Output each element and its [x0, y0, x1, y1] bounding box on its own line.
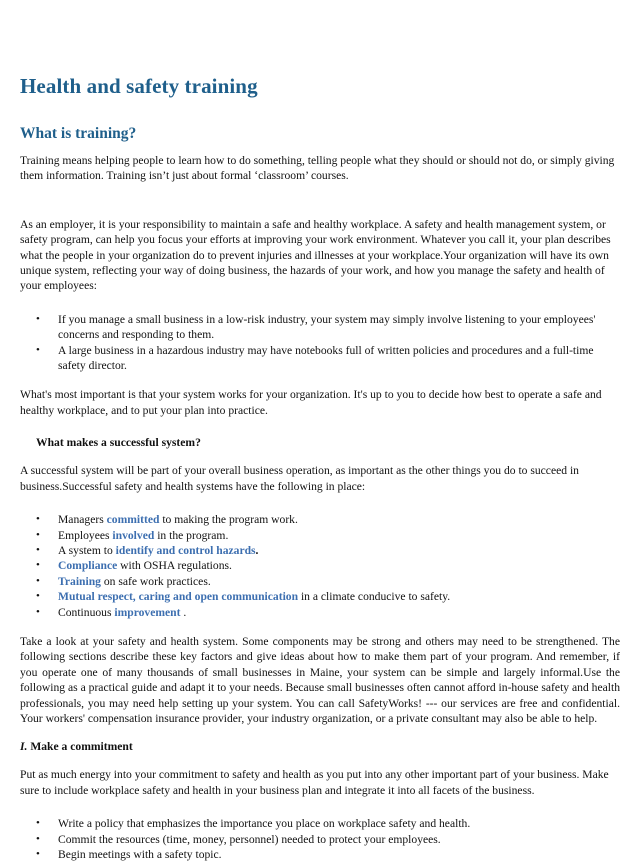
list-item: • Continuous improvement .: [58, 605, 620, 620]
training-paragraph: Training means helping people to learn how to do something, telling people what they should or should not do, or simply giving them information. Training isn’t just about formal ‘classroom’ courses.: [20, 154, 615, 183]
list-item: • Mutual respect, caring and open communication in a climate conducive to safety.: [58, 589, 620, 604]
list-item: • A system to identify and control hazards.: [58, 543, 620, 558]
list-item: • Begin meetings with a safety topic.: [58, 847, 620, 862]
list-item: • Training on safe work practices.: [58, 574, 620, 589]
list-item: • Managers committed to making the program work.: [58, 512, 620, 527]
employer-bullet-list: [20, 312, 620, 374]
page-title: Health and safety training: [20, 74, 258, 98]
commitment-bullet-list: [20, 816, 620, 862]
subheading-successful-system: What makes a successful system?: [36, 436, 201, 450]
take-a-look-paragraph: Take a look at your safety and health system. Some components may be strong and others may need to be strengthened. The following sections describe these key factors and give ideas about how to make them part of your program. And remember, if you operate one of many thousands of small businesses in Maine, your system can be simple and largely informal.Use the following as a practical guide and adapt it to your needs. Because small businesses often cannot afford in-house safety and health professionals, you may need help setting up your system. You can call SafetyWorks! --- our services are free and confidential. Your workers' compensation insurance provider, your industry organization, or a private consultant may also be able to help.: [20, 634, 620, 725]
important-paragraph: What's most important is that your system works for your organization. It's up to you to decide how best to operate a safe and healthy workplace, and to put your plan into practice.: [20, 388, 602, 417]
commitment-paragraph: Put as much energy into your commitment to safety and health as you put into any other important part of your business. Make sure to include workplace safety and health in your business plan and integrate it into all facets of the business.: [20, 768, 609, 797]
list-item: • Employees involved in the program.: [58, 528, 620, 543]
list-item: • Commit the resources (time, money, personnel) needed to protect your employees.: [58, 832, 620, 847]
list-item: • Write a policy that emphasizes the importance you place on workplace safety and health.: [58, 816, 620, 831]
list-item: • Compliance with OSHA regulations.: [58, 558, 620, 573]
employer-paragraph: As an employer, it is your responsibility to maintain a safe and healthy workplace. A safety and health management system, or safety program, can help you focus your efforts at improving your work environment. Whatever you call it, your plan describes what the people in your organization do to prevent injuries and illnesses at your workplace.Your organization will have its own unique system, reflecting your way of doing business, the hazards of your work, and how you manage the safety and health of your employees:: [20, 217, 611, 293]
subheading-make-commitment: I. Make a commitment: [20, 740, 133, 754]
successful-paragraph: A successful system will be part of your overall business operation, as important as the other things you do to succeed in business.Successful safety and health systems have the following in place:: [20, 464, 579, 493]
success-factors-list: [20, 512, 620, 620]
list-item: • A large business in a hazardous industry may have notebooks full of written policies and procedures and a full-time safety director.: [58, 343, 620, 374]
list-item: • If you manage a small business in a low-risk industry, your system may simply involve listening to your employees' concerns and responding to them.: [58, 312, 620, 343]
section-heading-training: What is training?: [20, 125, 137, 142]
